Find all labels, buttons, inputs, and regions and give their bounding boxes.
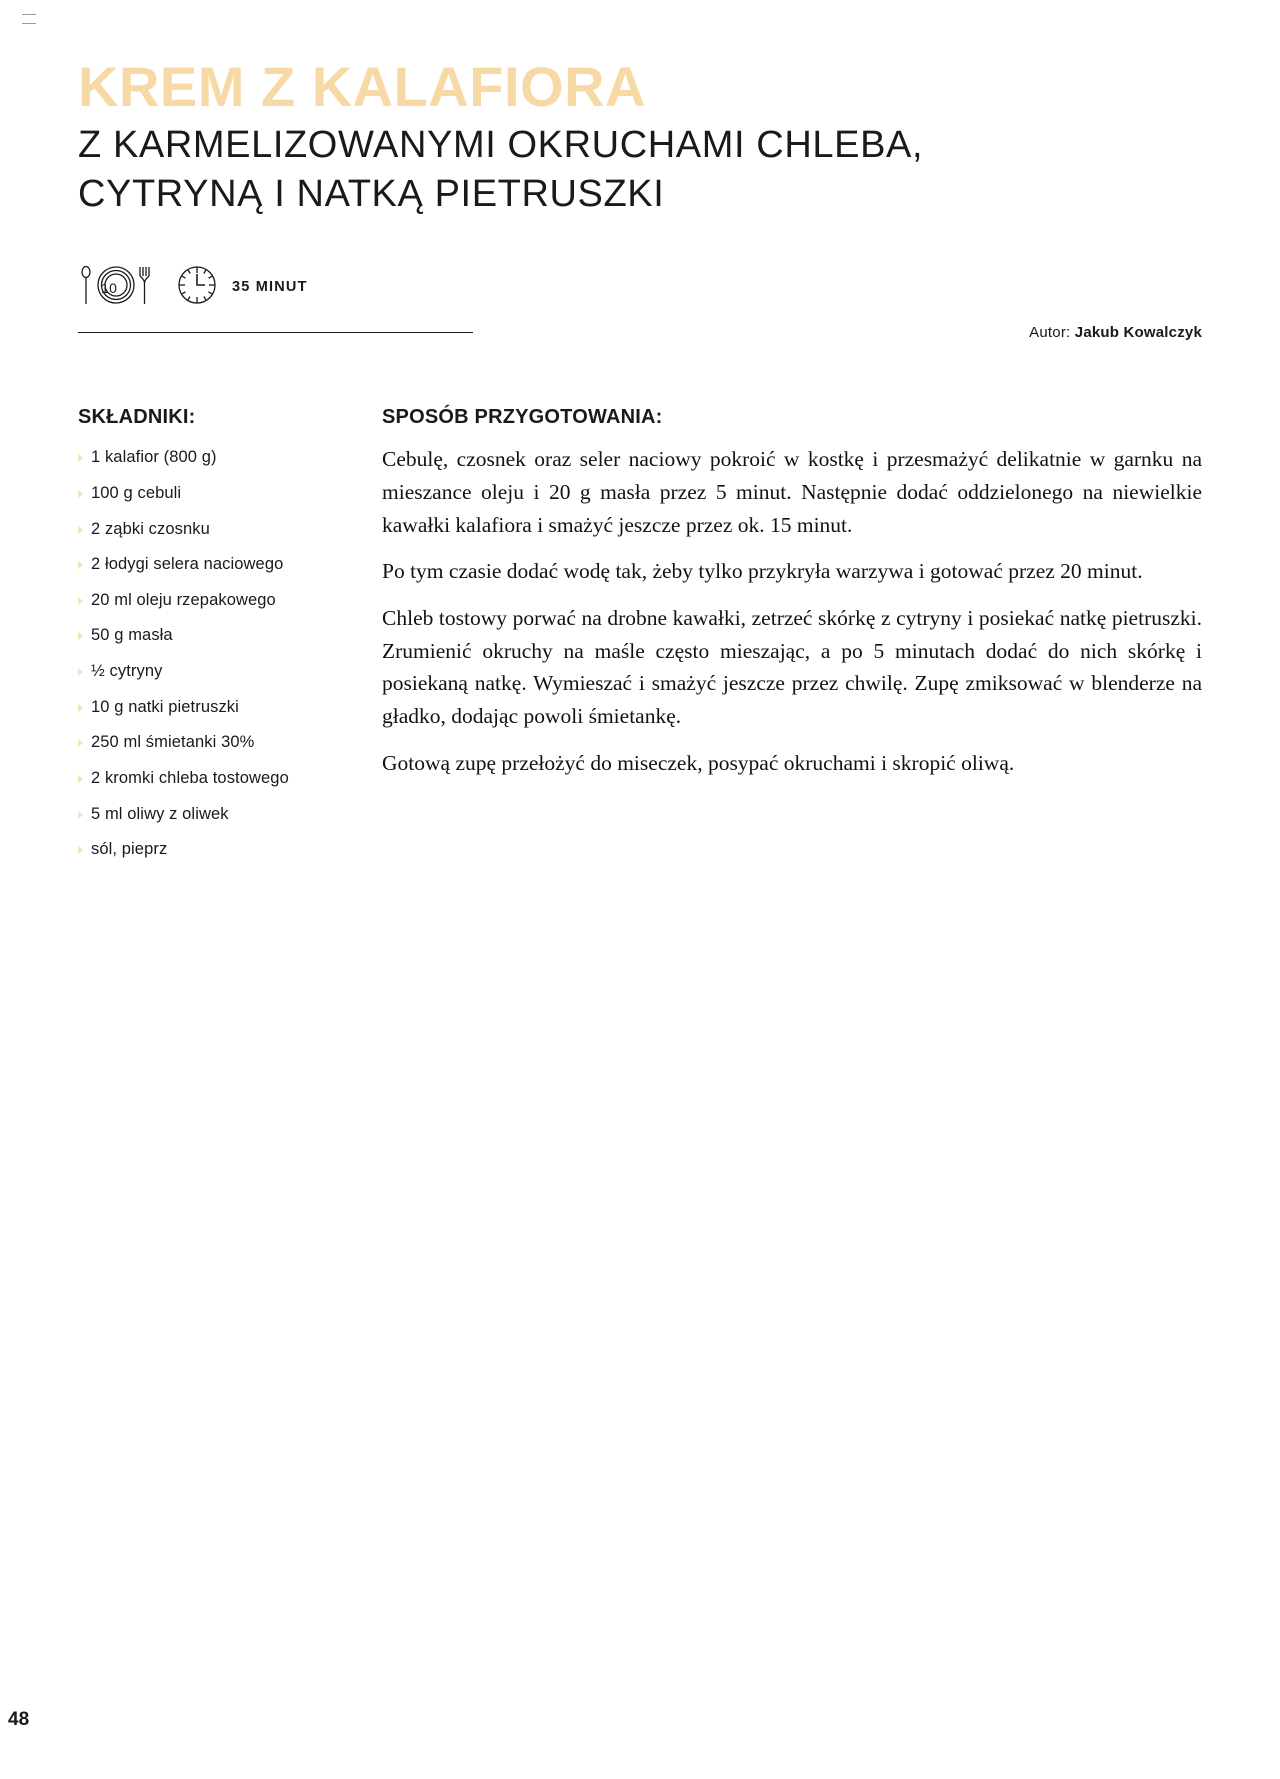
preparation-steps — [382, 443, 1202, 779]
list-item: 10 g natki pietruszki — [78, 697, 378, 718]
list-item: 1 kalafior (800 g) — [78, 447, 378, 468]
list-item: 5 ml oliwy z oliwek — [78, 804, 378, 825]
list-item: sól, pieprz — [78, 839, 378, 860]
list-item: 2 łodygi selera naciowego — [78, 554, 378, 575]
list-item: 50 g masła — [78, 625, 378, 646]
title-block — [78, 0, 1202, 218]
list-item: 100 g cebuli — [78, 483, 378, 504]
list-item: ½ cytryny — [78, 661, 378, 682]
horizontal-rule — [78, 332, 473, 333]
author-line — [1029, 324, 1202, 341]
list-item: 20 ml oleju rzepakowego — [78, 590, 378, 611]
page-number: 48 — [8, 1709, 30, 1730]
step-paragraph: Cebulę, czosnek oraz seler naciowy pokroić w kostkę i przesmażyć delikatnie w garnku na mieszance oleju i 20 g masła przez 5 minut. Następnie dodać oddzielonego na niewielkie kawałki kalafiora i smażyć jeszcze przez ok. 15 minut. — [382, 447, 1202, 537]
list-item: 2 kromki chleba tostowego — [78, 768, 378, 789]
servings-count: 10 — [101, 279, 118, 296]
page-subtitle: Z KARMELIZOWANYMI OKRUCHAMI CHLEBA, CYTRYNĄ I NATKĄ PIETRUSZKI — [78, 124, 924, 215]
list-item: 2 ząbki czosnku — [78, 519, 378, 540]
step-paragraph: Gotową zupę przełożyć do miseczek, posypać okruchami i skropić oliwą. — [382, 750, 1015, 775]
list-item: 250 ml śmietanki 30% — [78, 732, 378, 753]
step-paragraph: Chleb tostowy porwać na drobne kawałki, zetrzeć skórkę z cytryny i posiekać natkę pietruszki. Zrumienić okruchy na maśle często mieszając, a po 5 minutach dodać do nich skórkę i posiekaną natkę. Wymieszać i smażyć jeszcze przez chwilę. Zupę zmiksować w blenderze na gładko, dodając powoli śmietankę. — [382, 606, 1202, 729]
page-title: KREM Z KALAFIORA — [78, 55, 646, 118]
author-name: Jakub Kowalczyk — [1074, 324, 1202, 342]
preparation-heading: SPOSÓB PRZYGOTOWANIA: — [382, 406, 663, 429]
step-paragraph: Po tym czasie dodać wodę tak, żeby tylko przykryła warzywa i gotować przez 20 minut. — [382, 559, 1143, 584]
author-prefix: Autor: — [1029, 324, 1071, 342]
recipe-meta — [78, 264, 1202, 310]
preparation-column — [378, 406, 1202, 781]
ingredients-column — [78, 406, 378, 875]
ingredients-heading: SKŁADNIKI: — [78, 406, 196, 429]
prep-time-label: 35 MINUT — [232, 279, 308, 296]
content-columns — [78, 406, 1202, 875]
meta-divider-row — [78, 324, 1202, 358]
clock-icon — [174, 262, 220, 313]
ingredients-list — [78, 447, 378, 860]
